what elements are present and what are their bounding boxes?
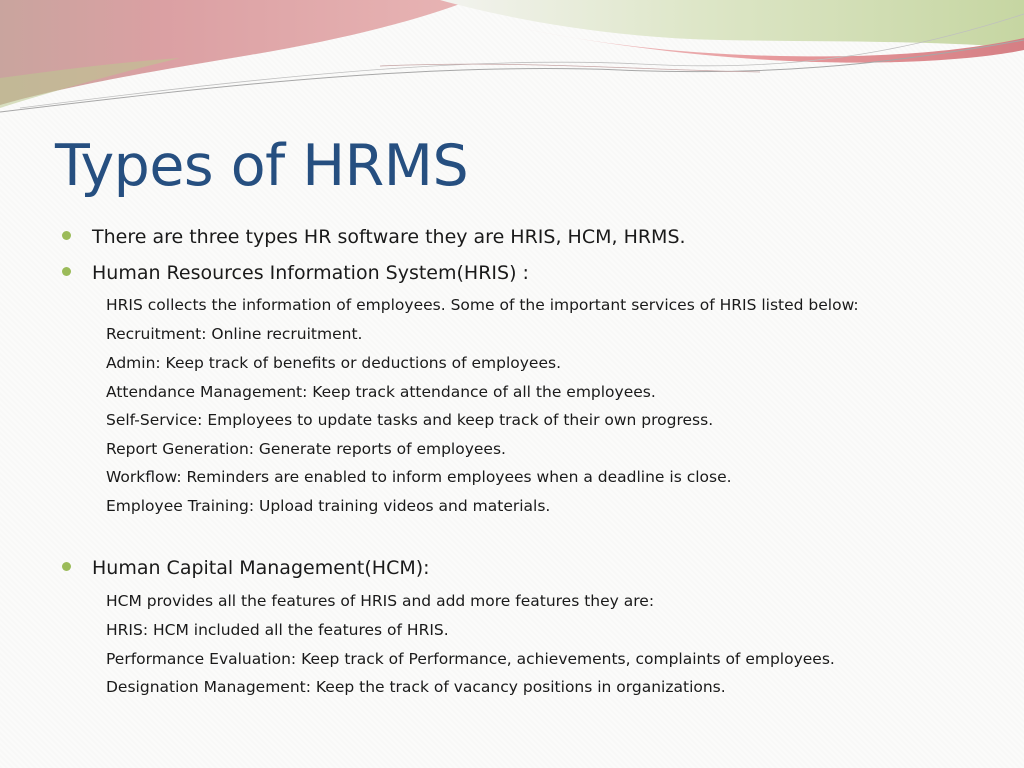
bullet-item (92, 262, 529, 284)
bullet-dot-icon (62, 562, 71, 571)
sub-item: HCM provides all the features of HRIS and add more features they are: (106, 592, 655, 610)
sub-item: Attendance Management: Keep track attendance of all the employees. (106, 383, 656, 401)
sub-item: Report Generation: Generate reports of employees. (106, 440, 506, 458)
sub-item: Recruitment: Online recruitment. (106, 325, 363, 343)
sub-item: HRIS collects the information of employees. Some of the important services of HRIS listed below: (106, 296, 859, 314)
bullet-dot-icon (62, 231, 71, 240)
header-wave-decoration (0, 0, 1024, 120)
sub-item: HRIS: HCM included all the features of HRIS. (106, 621, 449, 639)
bullet-item (92, 557, 430, 579)
sub-item: Admin: Keep track of benefits or deductions of employees. (106, 354, 562, 372)
bullet-text: Human Resources Information System(HRIS) : (92, 262, 529, 284)
bullet-item (92, 226, 686, 248)
bullet-text: There are three types HR software they are HRIS, HCM, HRMS. (92, 226, 686, 248)
sub-item: Self-Service: Employees to update tasks and keep track of their own progress. (106, 411, 714, 429)
sub-item: Workflow: Reminders are enabled to inform employees when a deadline is close. (106, 468, 732, 486)
bullet-dot-icon (62, 267, 71, 276)
sub-item: Employee Training: Upload training videos and materials. (106, 497, 551, 515)
sub-item: Performance Evaluation: Keep track of Performance, achievements, complaints of employees. (106, 650, 835, 668)
slide-title: Types of HRMS (55, 133, 469, 199)
sub-item: Designation Management: Keep the track of vacancy positions in organizations. (106, 678, 726, 696)
bullet-text: Human Capital Management(HCM): (92, 557, 430, 579)
